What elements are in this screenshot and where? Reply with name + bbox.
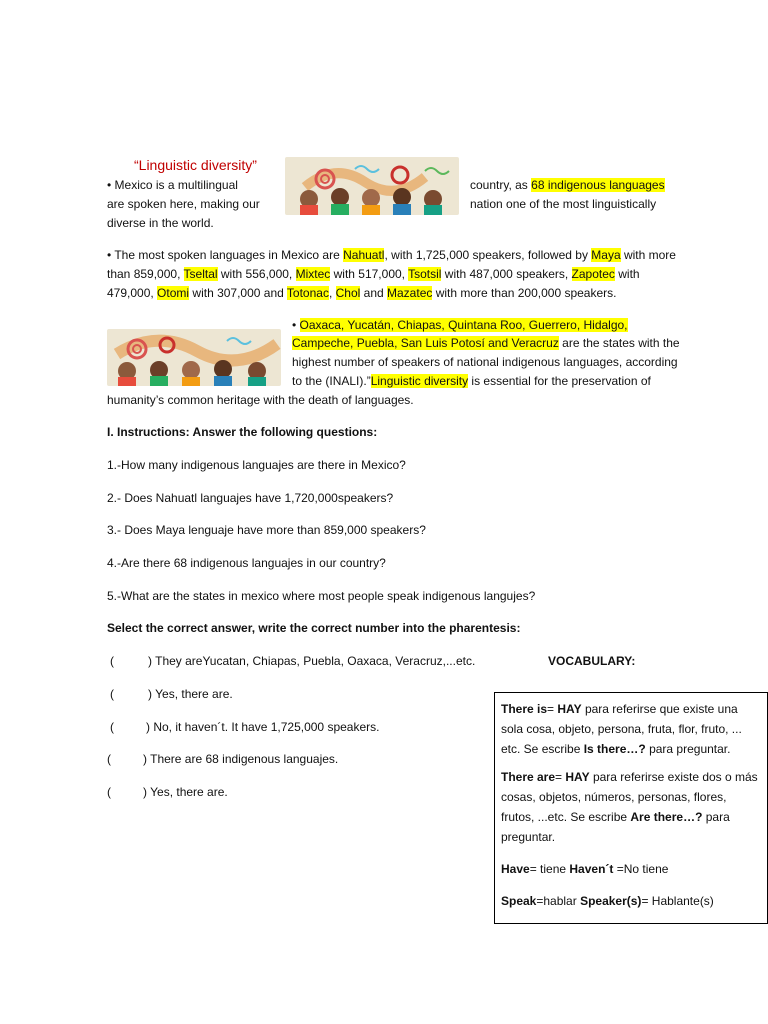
text: with 307,000 and	[189, 286, 287, 300]
text: =	[547, 702, 558, 716]
text: with 517,000,	[330, 267, 409, 281]
states-line-2	[292, 336, 680, 350]
children-illustration-image	[285, 157, 459, 215]
text: =hablar	[536, 894, 581, 908]
text: para preguntar.	[645, 742, 731, 756]
text: and	[360, 286, 388, 300]
highlight-maya: Maya	[591, 248, 621, 262]
children-illustration-image	[107, 329, 281, 386]
spoken-line-1	[107, 248, 676, 262]
text: para preguntar.	[501, 810, 730, 844]
highlight-otomi: Otomi	[157, 286, 190, 300]
intro-line-3: diverse in the world.	[107, 216, 214, 230]
spoken-line-3	[107, 286, 616, 300]
text: to the (INALI).”	[292, 374, 371, 388]
term: Haven´t	[569, 862, 614, 876]
text: =	[555, 770, 566, 784]
open-paren: (	[110, 720, 114, 734]
text: with	[614, 267, 640, 281]
open-paren: (	[107, 785, 111, 799]
text: are the states with the	[558, 336, 680, 350]
term: Is there…?	[583, 742, 646, 756]
question-5: 5.-What are the states in mexico where most people speak indigenous langujes?	[107, 589, 536, 603]
question-4: 4.-Are there 68 indigenous languajes in our country?	[107, 556, 386, 570]
highlight-nahuatl: Nahuatl	[343, 248, 385, 262]
answer-text: ) Yes, there are.	[143, 785, 228, 799]
text: para referirse que existe una sola cosa, objeto, persona, fruta, flor, fruto, ... etc. Se escribe	[501, 702, 742, 756]
intro-line-2-left: are spoken here, making our	[107, 197, 260, 211]
page-title: “Linguistic diversity”	[134, 157, 257, 173]
intro-text: country, as	[470, 178, 532, 192]
open-paren: (	[107, 752, 111, 766]
heading-text: Select the correct answer, write the correct number into the pharentesis:	[107, 621, 521, 635]
highlight-zapotec: Zapotec	[571, 267, 615, 281]
open-paren: (	[110, 654, 114, 668]
text: with more than 200,000 speakers.	[432, 286, 617, 300]
states-line-5: humanity’s common heritage with the death of languages.	[107, 393, 414, 407]
answer-text: ) There are 68 indigenous languajes.	[143, 752, 339, 766]
question-2: 2.- Does Nahuatl languajes have 1,720,000speakers?	[107, 491, 394, 505]
term: HAY	[557, 702, 582, 716]
states-line-3: highest number of speakers of national indigenous languages, according	[292, 355, 678, 369]
answer-text: ) They areYucatan, Chiapas, Puebla, Oaxaca, Veracruz,...etc.	[148, 654, 476, 668]
highlight-tseltal: Tseltal	[183, 267, 218, 281]
text: = Hablante(s)	[641, 894, 714, 908]
text: = tiene	[529, 862, 570, 876]
answer-text: ) No, it haven´t. It have 1,725,000 speakers.	[146, 720, 380, 734]
text: with 487,000 speakers,	[441, 267, 572, 281]
highlight-mixtec: Mixtec	[295, 267, 331, 281]
term: There are	[501, 770, 556, 784]
term: Speaker(s)	[580, 894, 642, 908]
highlight-68-languages: 68 indigenous languages	[531, 178, 665, 192]
text: =No tiene	[613, 862, 669, 876]
vocab-have	[501, 859, 761, 879]
text: ,	[328, 286, 336, 300]
text: is essential for the preservation of	[468, 374, 651, 388]
text: 479,000,	[107, 286, 158, 300]
select-heading	[107, 621, 520, 635]
text: para referirse existe dos o más cosas, objetos, números, personas, flores, frutos, ...etc. Se escribe	[501, 770, 758, 824]
highlight-linguistic-diversity: Linguistic diversity	[370, 374, 469, 388]
term: Have	[501, 862, 530, 876]
text: , with 1,725,000 speakers, followed by	[384, 248, 592, 262]
vocabulary-heading	[548, 654, 635, 668]
term: There is	[501, 702, 548, 716]
highlight-states: Campeche, Puebla, San Luis Potosí and Veracruz	[292, 336, 559, 350]
text: with more	[620, 248, 676, 262]
answer-option	[107, 752, 338, 766]
answer-option	[110, 654, 475, 668]
highlight-totonac: Totonac	[286, 286, 329, 300]
term: Are there…?	[630, 810, 703, 824]
question-3: 3.- Does Maya lenguaje have more than 859,000 speakers?	[107, 523, 426, 537]
open-paren: (	[110, 687, 114, 701]
heading-text: VOCABULARY:	[548, 654, 636, 668]
spoken-line-2	[107, 267, 640, 281]
highlight-chol: Chol	[335, 286, 361, 300]
heading-text: I. Instructions: Answer the following questions:	[107, 425, 378, 439]
text: • The most spoken languages in Mexico are	[107, 248, 344, 262]
answer-text: ) Yes, there are.	[148, 687, 233, 701]
intro-line-1-right	[470, 178, 665, 192]
intro-line-1-left: • Mexico is a multilingual	[107, 178, 238, 192]
bullet: •	[292, 318, 300, 332]
states-line-1	[292, 318, 628, 332]
intro-line-2-right: nation one of the most linguistically	[470, 197, 657, 211]
vocab-speak	[501, 891, 761, 911]
vocab-there-are	[501, 767, 761, 847]
term: HAY	[565, 770, 590, 784]
highlight-states: Oaxaca, Yucatán, Chiapas, Quintana Roo, Guerrero, Hidalgo,	[299, 318, 628, 332]
question-1: 1.-How many indigenous languajes are there in Mexico?	[107, 458, 406, 472]
highlight-tsotsil: Tsotsil	[408, 267, 442, 281]
highlight-mazatec: Mazatec	[387, 286, 433, 300]
answer-option	[110, 687, 233, 701]
term: Speak	[501, 894, 537, 908]
answer-option	[107, 785, 228, 799]
text: with 556,000,	[217, 267, 296, 281]
instructions-heading	[107, 425, 377, 439]
states-line-4	[292, 374, 651, 388]
vocab-there-is	[501, 699, 761, 759]
answer-option	[110, 720, 379, 734]
text: than 859,000,	[107, 267, 184, 281]
vocabulary-box	[494, 692, 768, 924]
